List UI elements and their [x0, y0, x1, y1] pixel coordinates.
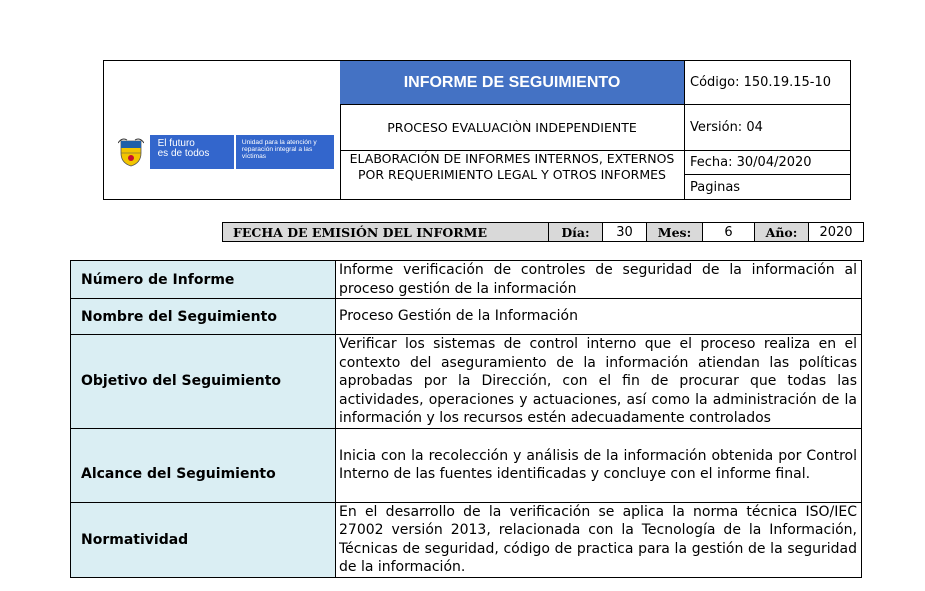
table-row — [71, 335, 862, 429]
row-key: Alcance del Seguimiento — [71, 428, 336, 502]
elaboration-text: ELABORACIÓN DE INFORMES INTERNOS, EXTERNOS POR REQUERIMIENTO LEGAL Y OTROS INFORMES — [349, 151, 675, 182]
day-value: 30 — [602, 223, 646, 241]
row-value: Informe verificación de controles de seguridad de la información al proceso gestión de la información — [336, 261, 862, 299]
year-label: Año: — [754, 223, 808, 241]
document-version: Versión: 04 — [685, 105, 851, 151]
document-date: Fecha: 30/04/2020 — [685, 151, 851, 175]
month-label: Mes: — [646, 223, 702, 241]
document-control-column — [684, 61, 851, 199]
report-title: INFORME DE SEGUIMIENTO — [340, 61, 684, 105]
process-name: PROCESO EVALUACIÒN INDEPENDIENTE — [340, 105, 684, 151]
row-value: Inicia con la recolección y análisis de la información obtenida por Control Interno de las fuentes identificadas y concluye con el informe final. — [336, 428, 862, 502]
colombia-coat-of-arms-icon — [112, 135, 150, 169]
table-row — [71, 502, 862, 577]
document-code: Código: 150.19.15-10 — [685, 61, 851, 105]
institution-logo — [112, 135, 334, 169]
document-pages: Paginas — [690, 179, 741, 195]
year-value: 2020 — [808, 223, 863, 241]
table-row — [71, 261, 862, 299]
month-value: 6 — [702, 223, 754, 241]
day-label: Día: — [548, 223, 602, 241]
row-value: Proceso Gestión de la Información — [336, 299, 862, 335]
logo-unit-name: Unidad para la atención y reparación integral a las víctimas — [236, 135, 334, 169]
row-key: Objetivo del Seguimiento — [71, 335, 336, 429]
document-header — [103, 60, 851, 200]
row-value: En el desarrollo de la verificación se aplica la norma técnica ISO/IEC 27002 versión 2013, relacionada con la Tecnología de la Información, Técnicas de seguridad, código de practica para la gestión de la seguridad de la información. — [336, 502, 862, 577]
row-value: Verificar los sistemas de control interno que el proceso realiza en el contexto del aseguramiento de la información atiendan las políticas aprobadas por la Dirección, con el fin de procurar que todas las actividades, operaciones y actuaciones, así como la administración de la información y los recursos estén adecuadamente controlados — [336, 335, 862, 429]
row-key: Nombre del Seguimiento — [71, 299, 336, 335]
table-row — [71, 428, 862, 502]
logo-cell — [104, 61, 341, 199]
emission-date-label: FECHA DE EMISIÓN DEL INFORME — [223, 223, 548, 241]
row-key: Número de Informe — [71, 261, 336, 299]
emission-date-row — [222, 222, 864, 242]
table-row — [71, 299, 862, 335]
report-info-table — [70, 260, 862, 578]
logo-slogan: El futuro es de todos — [150, 135, 234, 169]
row-key: Normatividad — [71, 502, 336, 577]
